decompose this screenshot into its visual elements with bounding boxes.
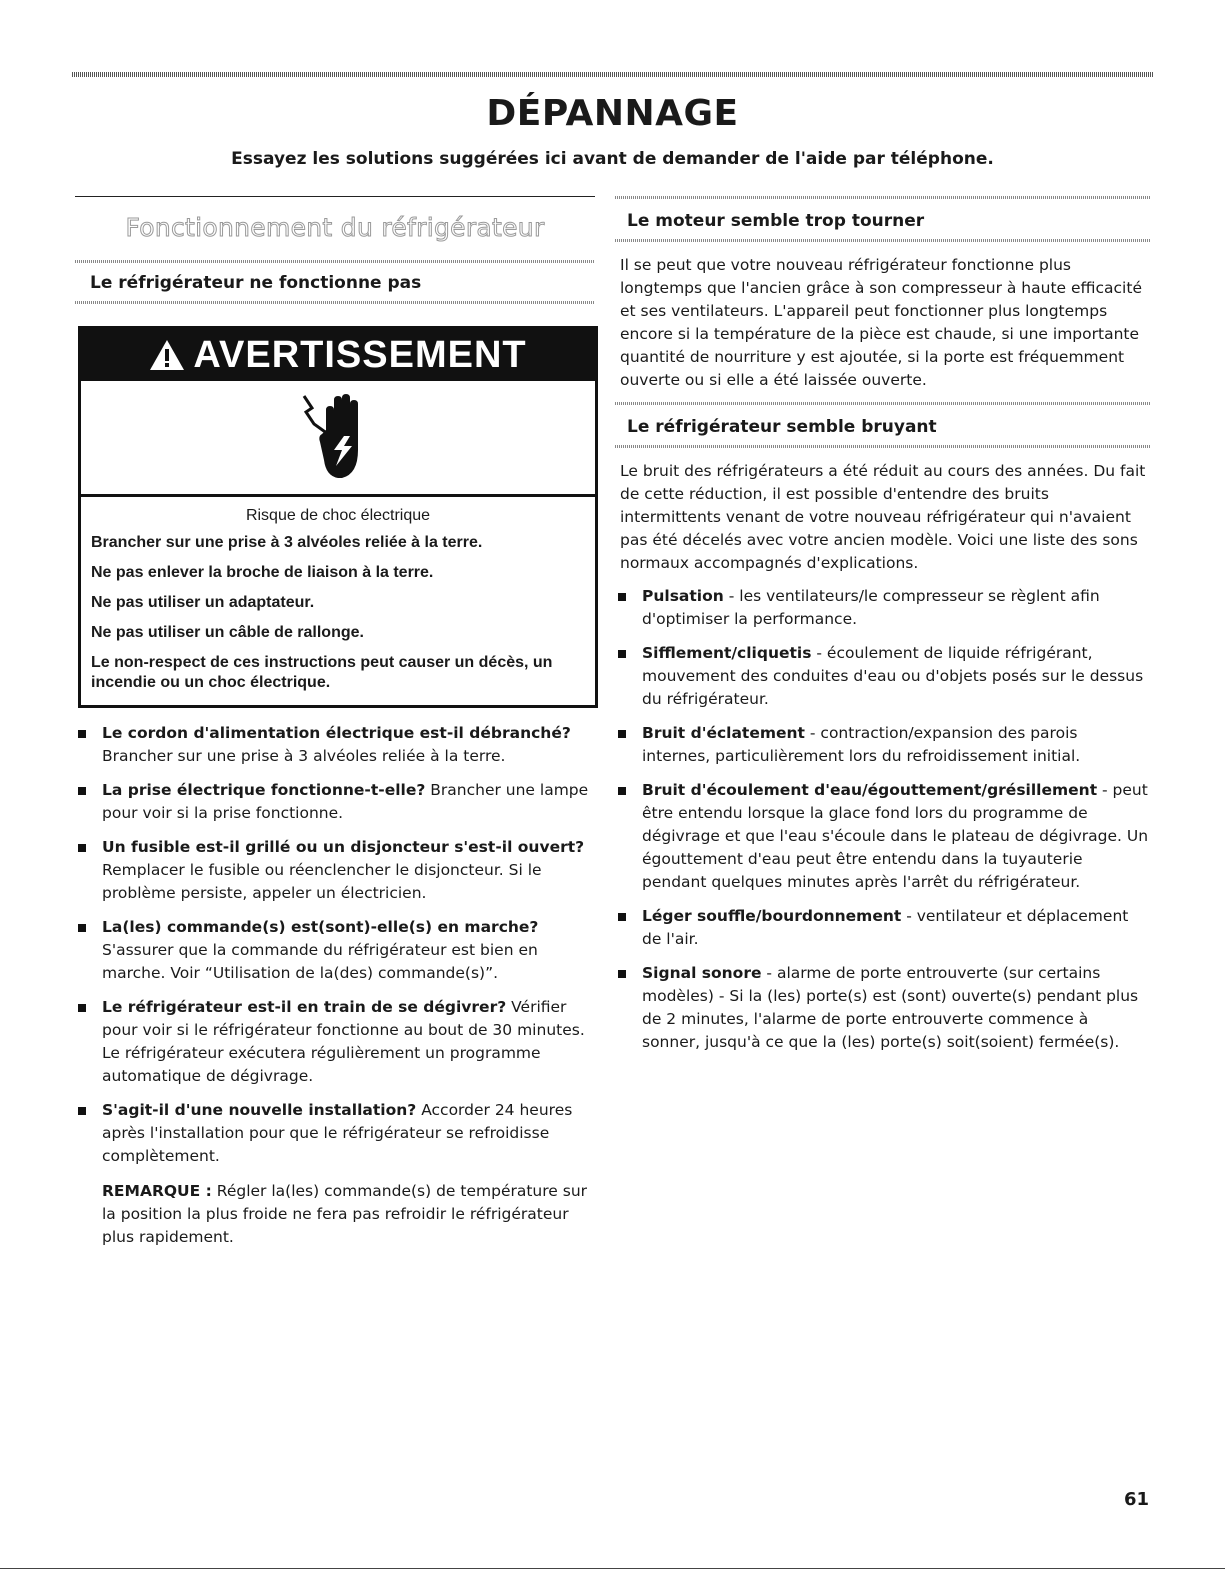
item-question: Bruit d'écoulement d'eau/égouttement/grésillement [642,781,1098,799]
list-item [615,585,1150,631]
warning-body [81,497,595,705]
warning-line: Ne pas enlever la broche de liaison à la terre. [91,564,434,581]
dotted-rule [615,402,1150,405]
subhead-noisy: Le réfrigérateur semble bruyant [627,417,937,437]
item-answer: Accorder 24 heures après l'installation pour que le réfrigérateur se refroidisse complètement. [102,1101,573,1165]
note-text: Régler la(les) commande(s) de température sur la position la plus froide ne fera pas refroidir le réfrigérateur plus rapidement. [102,1182,588,1246]
item-question: S'agit-il d'une nouvelle installation? [102,1101,417,1119]
dotted-rule [75,260,595,263]
warning-risk: Risque de choc électrique [245,507,431,524]
list-item [75,836,595,905]
item-answer: Brancher une lampe pour voir si la prise fonctionne. [102,781,589,822]
dotted-rule [615,196,1150,199]
item-answer: Vérifier pour voir si le réfrigérateur fonctionne au bout de 30 minutes. Le réfrigérateur exécutera régulièrement un programme automatique de dégivrage. [102,998,585,1085]
list-item [75,996,595,1088]
item-answer: - ventilateur et déplacement de l'air. [642,907,1129,948]
noise-list [615,585,1150,1054]
note-label: REMARQUE : [102,1182,212,1200]
item-question: Léger souffle/bourdonnement [642,907,902,925]
subhead-motor: Le moteur semble trop tourner [627,211,925,231]
page-number: 61 [1123,1489,1149,1510]
list-item [75,722,595,768]
dotted-rule [75,301,595,304]
list-item [615,779,1150,894]
subhead-not-working: Le réfrigérateur ne fonctionne pas [90,273,422,293]
item-answer: Brancher sur une prise à 3 alvéoles reliée à la terre. [102,747,506,765]
list-item [615,905,1150,951]
section-title: Fonctionnement du réfrigérateur [125,213,545,242]
warning-line: Brancher sur une prise à 3 alvéoles reliée à la terre. [91,534,483,551]
warning-triangle-icon [149,339,185,371]
left-column [75,196,595,1249]
item-question: Le réfrigérateur est-il en train de se dégivrer? [102,998,507,1016]
item-answer: - les ventilateurs/le compresseur se règlent afin d'optimiser la performance. [642,587,1100,628]
right-column [615,196,1150,1065]
item-answer: - alarme de porte entrouverte (sur certains modèles) - Si la (les) porte(s) est (sont) ouverte(s) pendant plus de 2 minutes, l'alarme de porte entrouverte commence à sonner, jusqu'à ce que la (les) porte(s) soit(soient) fermée(s). [642,964,1139,1051]
item-question: Un fusible est-il grillé ou un disjoncteur s'est-il ouvert? [102,838,585,856]
item-question: La prise électrique fonctionne-t-elle? [102,781,426,799]
item-answer: - peut être entendu lorsque la glace fond lors du programme de dégivrage et que l'eau s'écoule dans le plateau de dégivrage. Un égouttement d'eau peut être entendu dans la tuyauterie pendant quelques minutes après l'arrêt du réfrigérateur. [642,781,1149,891]
item-question: Pulsation [642,587,724,605]
page-subtitle: Essayez les solutions suggérées ici avant de demander de l'aide par téléphone. [231,149,994,169]
section-rule [75,196,595,197]
list-item [75,916,595,985]
warning-line: Ne pas utiliser un adaptateur. [91,594,315,611]
item-question: Signal sonore [642,964,762,982]
warning-icon-area [81,381,595,497]
item-answer: Remplacer le fusible ou réenclencher le disjoncteur. Si le problème persiste, appeler un électricien. [102,861,542,902]
warning-line: Ne pas utiliser un câble de rallonge. [91,624,364,641]
item-answer: - contraction/expansion des parois internes, particulièrement lors du refroidissement initial. [642,724,1081,765]
top-rule [72,72,1153,77]
note [75,1180,595,1249]
list-item [615,962,1150,1054]
item-question: Le cordon d'alimentation électrique est-il débranché? [102,724,571,742]
electric-shock-hand-icon [298,390,378,486]
checklist [75,722,595,1168]
item-answer: S'assurer que la commande du réfrigérateur est bien en marche. Voir “Utilisation de la(des) commande(s)”. [102,941,538,982]
item-question: La(les) commande(s) est(sont)-elle(s) en marche? [102,918,539,936]
warning-header-text: AVERTISSEMENT [193,333,527,376]
warning-box [78,326,598,708]
item-question: Bruit d'éclatement [642,724,805,742]
item-question: Sifflement/cliquetis [642,644,812,662]
bottom-rule [0,1568,1225,1569]
page-title: DÉPANNAGE [486,93,739,134]
list-item [75,779,595,825]
list-item [75,1099,595,1168]
dotted-rule [615,445,1150,448]
warning-header [81,329,595,381]
list-item [615,722,1150,768]
warning-line: Le non-respect de ces instructions peut causer un décès, un incendie ou un choc électrique. [91,654,553,691]
item-answer: - écoulement de liquide réfrigérant, mouvement des conduites d'eau ou d'objets posés sur le dessus du réfrigérateur. [642,644,1144,708]
paragraph-noisy: Le bruit des réfrigérateurs a été réduit au cours des années. Du fait de cette réduction, il est possible d'entendre des bruits intermittents venant de votre nouveau réfrigérateur qui n'avaient pas été décelés avec votre ancien modèle. Voici une liste des sons normaux accompagnés d'explications. [620,462,1146,572]
paragraph-motor: Il se peut que votre nouveau réfrigérateur fonctionne plus longtemps que l'ancien grâce à son compresseur à haute efficacité et ses ventilateurs. L'appareil peut fonctionner plus longtemps encore si la température de la pièce est chaude, si une importante quantité de nourriture y est ajoutée, si la porte est fréquemment ouverte ou si elle a été laissée ouverte. [620,256,1142,389]
list-item [615,642,1150,711]
dotted-rule [615,239,1150,242]
